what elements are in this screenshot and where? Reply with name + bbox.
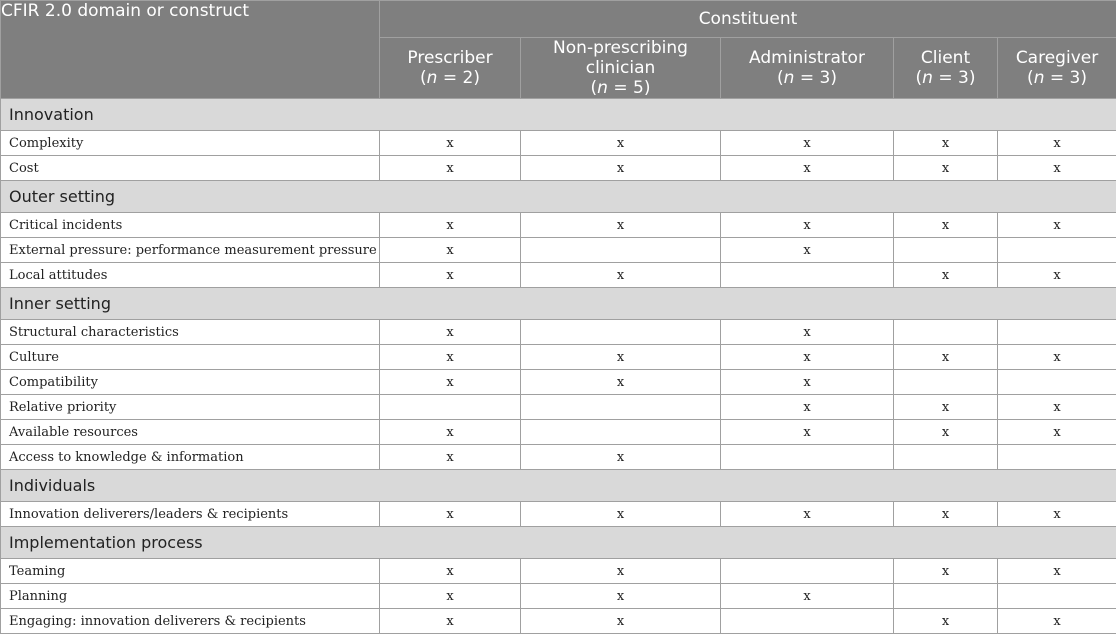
column-header-non-prescribing-clinician: Non-prescribing clinician (n = 5) xyxy=(521,38,721,99)
mark-cell: x xyxy=(721,584,894,609)
construct-label: Cost xyxy=(1,156,380,181)
section-row xyxy=(1,99,1116,131)
mark-cell: x xyxy=(380,559,521,584)
mark-cell: x xyxy=(380,502,521,527)
constituent-group-header: Constituent xyxy=(380,1,1116,38)
section-title: Innovation xyxy=(1,99,1116,131)
construct-label: Access to knowledge & information xyxy=(1,445,380,470)
domain-column-header: CFIR 2.0 domain or construct xyxy=(1,1,380,99)
mark-cell: x xyxy=(380,156,521,181)
construct-label: Critical incidents xyxy=(1,213,380,238)
section-row xyxy=(1,181,1116,213)
construct-label: Teaming xyxy=(1,559,380,584)
mark-cell: x xyxy=(721,320,894,345)
mark-cell: x xyxy=(721,345,894,370)
column-header-caregiver: Caregiver (n = 3) xyxy=(998,38,1116,99)
mark-cell: x xyxy=(894,213,998,238)
mark-cell xyxy=(721,559,894,584)
mark-cell xyxy=(721,263,894,288)
table-header xyxy=(1,1,1116,99)
mark-cell: x xyxy=(721,156,894,181)
mark-cell: x xyxy=(894,156,998,181)
section-title: Implementation process xyxy=(1,527,1116,559)
construct-label: Compatibility xyxy=(1,370,380,395)
section-title: Outer setting xyxy=(1,181,1116,213)
table-row xyxy=(1,370,1116,395)
mark-cell xyxy=(998,320,1116,345)
mark-cell xyxy=(894,320,998,345)
mark-cell: x xyxy=(894,420,998,445)
table-row xyxy=(1,238,1116,263)
column-header-client: Client (n = 3) xyxy=(894,38,998,99)
construct-label: External pressure: performance measurement pressure xyxy=(1,238,380,263)
mark-cell xyxy=(521,238,721,263)
mark-cell xyxy=(998,238,1116,263)
section-title: Inner setting xyxy=(1,288,1116,320)
mark-cell: x xyxy=(894,609,998,634)
mark-cell: x xyxy=(894,559,998,584)
mark-cell: x xyxy=(521,345,721,370)
mark-cell xyxy=(998,370,1116,395)
mark-cell: x xyxy=(721,502,894,527)
mark-cell xyxy=(721,609,894,634)
mark-cell: x xyxy=(521,584,721,609)
table-row xyxy=(1,263,1116,288)
section-row xyxy=(1,288,1116,320)
mark-cell: x xyxy=(894,395,998,420)
mark-cell: x xyxy=(380,609,521,634)
construct-label: Complexity xyxy=(1,131,380,156)
mark-cell: x xyxy=(721,238,894,263)
mark-cell xyxy=(894,584,998,609)
mark-cell: x xyxy=(521,263,721,288)
mark-cell: x xyxy=(721,395,894,420)
mark-cell: x xyxy=(998,131,1116,156)
mark-cell: x xyxy=(380,213,521,238)
mark-cell: x xyxy=(380,445,521,470)
mark-cell xyxy=(998,445,1116,470)
mark-cell: x xyxy=(721,370,894,395)
table-row xyxy=(1,502,1116,527)
mark-cell: x xyxy=(998,559,1116,584)
construct-label: Innovation deliverers/leaders & recipients xyxy=(1,502,380,527)
section-row xyxy=(1,470,1116,502)
mark-cell xyxy=(521,320,721,345)
table-row xyxy=(1,559,1116,584)
mark-cell xyxy=(894,238,998,263)
mark-cell: x xyxy=(998,263,1116,288)
table-row xyxy=(1,156,1116,181)
table-row xyxy=(1,345,1116,370)
mark-cell: x xyxy=(894,131,998,156)
mark-cell xyxy=(894,445,998,470)
table-row xyxy=(1,395,1116,420)
table-row xyxy=(1,131,1116,156)
mark-cell: x xyxy=(380,420,521,445)
mark-cell: x xyxy=(721,420,894,445)
mark-cell: x xyxy=(521,213,721,238)
mark-cell: x xyxy=(998,213,1116,238)
table-row xyxy=(1,609,1116,634)
mark-cell: x xyxy=(521,445,721,470)
section-row xyxy=(1,527,1116,559)
table-row xyxy=(1,320,1116,345)
table-row xyxy=(1,213,1116,238)
mark-cell: x xyxy=(521,609,721,634)
mark-cell: x xyxy=(521,131,721,156)
mark-cell: x xyxy=(380,345,521,370)
section-title: Individuals xyxy=(1,470,1116,502)
construct-label: Relative priority xyxy=(1,395,380,420)
mark-cell: x xyxy=(380,320,521,345)
mark-cell: x xyxy=(521,156,721,181)
construct-label: Planning xyxy=(1,584,380,609)
mark-cell: x xyxy=(998,156,1116,181)
mark-cell: x xyxy=(721,131,894,156)
table-row xyxy=(1,420,1116,445)
mark-cell: x xyxy=(521,370,721,395)
mark-cell xyxy=(521,420,721,445)
mark-cell: x xyxy=(894,345,998,370)
mark-cell: x xyxy=(998,609,1116,634)
table-row xyxy=(1,584,1116,609)
mark-cell: x xyxy=(380,263,521,288)
mark-cell: x xyxy=(380,238,521,263)
column-header-prescriber: Prescriber (n = 2) xyxy=(380,38,521,99)
mark-cell xyxy=(721,445,894,470)
mark-cell xyxy=(894,370,998,395)
construct-label: Culture xyxy=(1,345,380,370)
construct-label: Local attitudes xyxy=(1,263,380,288)
mark-cell: x xyxy=(998,345,1116,370)
mark-cell: x xyxy=(380,584,521,609)
mark-cell: x xyxy=(998,420,1116,445)
construct-label: Engaging: innovation deliverers & recipients xyxy=(1,609,380,634)
mark-cell: x xyxy=(894,502,998,527)
mark-cell: x xyxy=(380,370,521,395)
table-body xyxy=(1,99,1116,634)
mark-cell: x xyxy=(521,559,721,584)
mark-cell: x xyxy=(380,131,521,156)
mark-cell xyxy=(998,584,1116,609)
mark-cell: x xyxy=(721,213,894,238)
mark-cell xyxy=(380,395,521,420)
mark-cell xyxy=(521,395,721,420)
construct-label: Available resources xyxy=(1,420,380,445)
mark-cell: x xyxy=(894,263,998,288)
construct-label: Structural characteristics xyxy=(1,320,380,345)
mark-cell: x xyxy=(998,502,1116,527)
mark-cell: x xyxy=(998,395,1116,420)
table-row xyxy=(1,445,1116,470)
column-header-administrator: Administrator (n = 3) xyxy=(721,38,894,99)
mark-cell: x xyxy=(521,502,721,527)
